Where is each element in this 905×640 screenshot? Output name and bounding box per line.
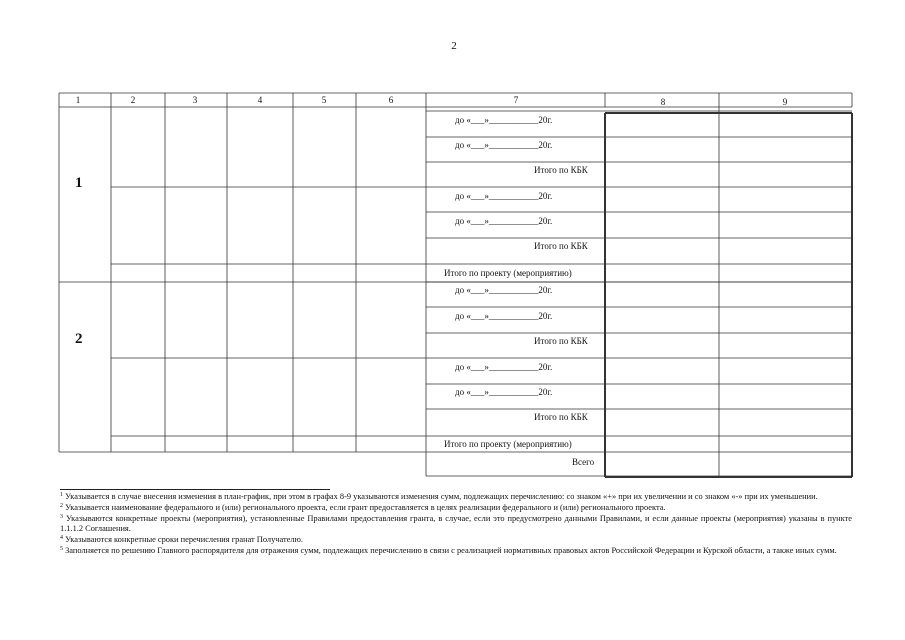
header-col-7: 7 [513, 95, 519, 105]
date-cell: до «___»___________20г. [455, 311, 553, 321]
date-cell: до «___»___________20г. [455, 216, 553, 226]
kbk-total-label: Итого по КБК [534, 336, 588, 346]
kbk-total-label: Итого по КБК [534, 165, 588, 175]
date-cell: до «___»___________20г. [455, 362, 553, 372]
footnote-5: $^5$ Заполняется по решению Главного распорядителя для отражения сумм, подлежащих перечислению в связи с реализацией нормативных правовых актов Российской Федерации и Курской области, а также иных сумм. [60, 546, 837, 556]
header-col-2: 2 [130, 95, 136, 105]
kbk-total-label: Итого по КБК [534, 412, 588, 422]
header-col-1: 1 [75, 95, 81, 105]
project-total-label: Итого по проекту (мероприятию) [444, 439, 572, 449]
page-number: 2 [451, 40, 457, 52]
date-cell: до «___»___________20г. [455, 115, 553, 125]
footnotes [60, 492, 852, 558]
row-number-2: 2 [75, 331, 83, 347]
date-cell: до «___»___________20г. [455, 191, 553, 201]
date-cell: до «___»___________20г. [455, 140, 553, 150]
header-col-6: 6 [388, 95, 394, 105]
footnote-1: $^1$ Указывается в случае внесения изменения в план-график, при этом в графах 8-9 указываются изменения сумм, подлежащих перечислению: со знаком «+» при их увеличении и со знаком «-» при их уменьшении. [60, 492, 818, 501]
date-cell: до «___»___________20г. [455, 285, 553, 295]
date-cell: до «___»___________20г. [455, 387, 553, 397]
row-number-1: 1 [75, 175, 83, 191]
grand-total-label: Всего [572, 457, 595, 467]
header-col-8: 8 [660, 97, 666, 107]
footnote-4: $^4$ Указываются конкретные сроки перечисления гранат Получателю. [60, 535, 303, 545]
header-col-3: 3 [192, 95, 198, 105]
kbk-total-label: Итого по КБК [534, 241, 588, 251]
footnote-2: $^2$ Указывается наименование федерального и (или) регионального проекта, если грант предоставляется в целях реализации федерального и (или) регионального проекта. [60, 503, 666, 513]
footnote-3: $^3$ Указываются конкретные проекты (мероприятия), установленные Правилами предоставления гранта, в случае, если это предусмотрено данными Правилами, и если данные проекты (мероприятия) указаны в пункте 1.1.1.2 Соглашения. [60, 514, 852, 534]
header-col-4: 4 [257, 95, 263, 105]
header-col-9: 9 [782, 97, 788, 107]
header-col-5: 5 [321, 95, 327, 105]
project-total-label: Итого по проекту (мероприятию) [444, 268, 572, 278]
footnote-separator [60, 489, 330, 490]
